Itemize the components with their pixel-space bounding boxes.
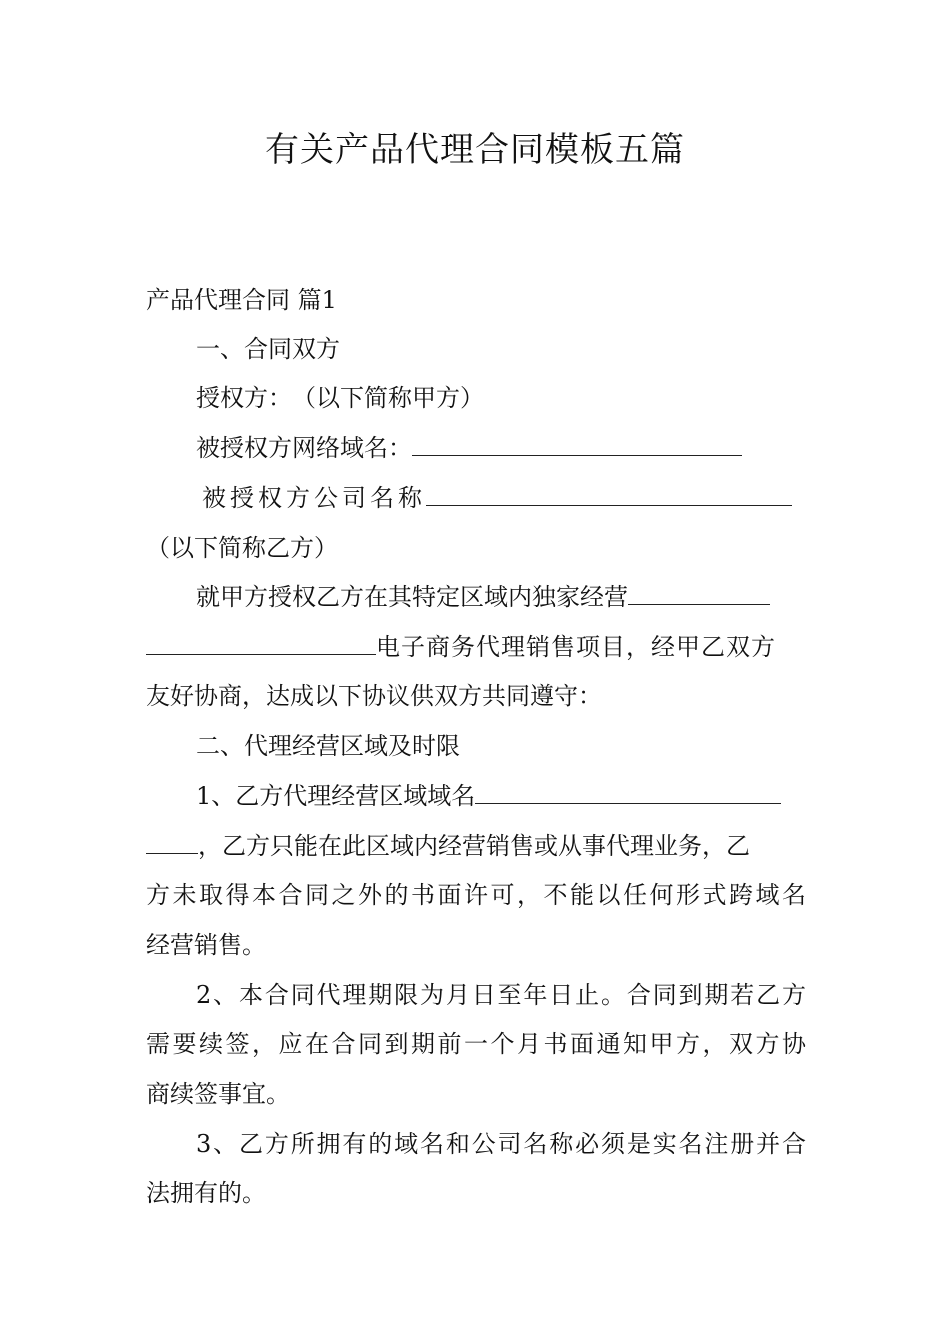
grantee-company-line (202, 478, 806, 518)
document-title: 有关产品代理合同模板五篇 (265, 130, 685, 170)
grantee-domain-label: 被授权方网络域名： (196, 434, 412, 462)
region-line-4: 经营销售。 (146, 931, 266, 959)
term-line-1: 2、本合同代理期限为月日至年日止。合同到期若乙方 (196, 981, 806, 1009)
term-line-2: 需要续签，应在合同到期前一个月书面通知甲方，双方协 (146, 1030, 806, 1058)
party-b-note: （以下简称乙方） (146, 534, 338, 562)
registration-line-2: 法拥有的。 (146, 1179, 266, 1207)
registration-line-1: 3、乙方所拥有的域名和公司名称必须是实名注册并合 (196, 1130, 806, 1158)
region-text-1: 1、乙方代理经营区域域名 (196, 782, 476, 810)
grantee-domain-blank (412, 429, 742, 456)
grantee-company-label: 被授权方公司名称 (202, 484, 426, 512)
grantee-company-blank (426, 479, 792, 506)
region-line-2 (146, 826, 806, 866)
grantor-line: 授权方： （以下简称甲方） (196, 384, 484, 412)
business-blank-1 (628, 578, 770, 605)
term-line-3: 商续签事宜。 (146, 1080, 290, 1108)
clause-heading-parties: 一、合同双方 (196, 335, 340, 363)
region-line-1 (196, 776, 806, 816)
region-domain-blank-2 (146, 827, 198, 854)
clause-heading-region: 二、代理经营区域及时限 (196, 732, 460, 760)
section-heading: 产品代理合同 篇1 (146, 286, 337, 314)
business-blank-2 (146, 628, 376, 655)
authorization-line-2 (146, 627, 806, 667)
grantee-domain-line (196, 428, 806, 468)
region-text-2: ，乙方只能在此区域内经营销售或从事代理业务，乙 (198, 832, 750, 860)
region-domain-blank-1 (475, 777, 781, 804)
authorization-text-1: 就甲方授权乙方在其特定区域内独家经营 (196, 583, 628, 611)
authorization-line-1 (196, 577, 806, 617)
authorization-line-3: 友好协商，达成以下协议供双方共同遵守： (146, 682, 602, 710)
authorization-text-2: 电子商务代理销售项目，经甲乙双方 (376, 633, 776, 661)
region-line-3: 方未取得本合同之外的书面许可，不能以任何形式跨域名 (146, 881, 806, 909)
